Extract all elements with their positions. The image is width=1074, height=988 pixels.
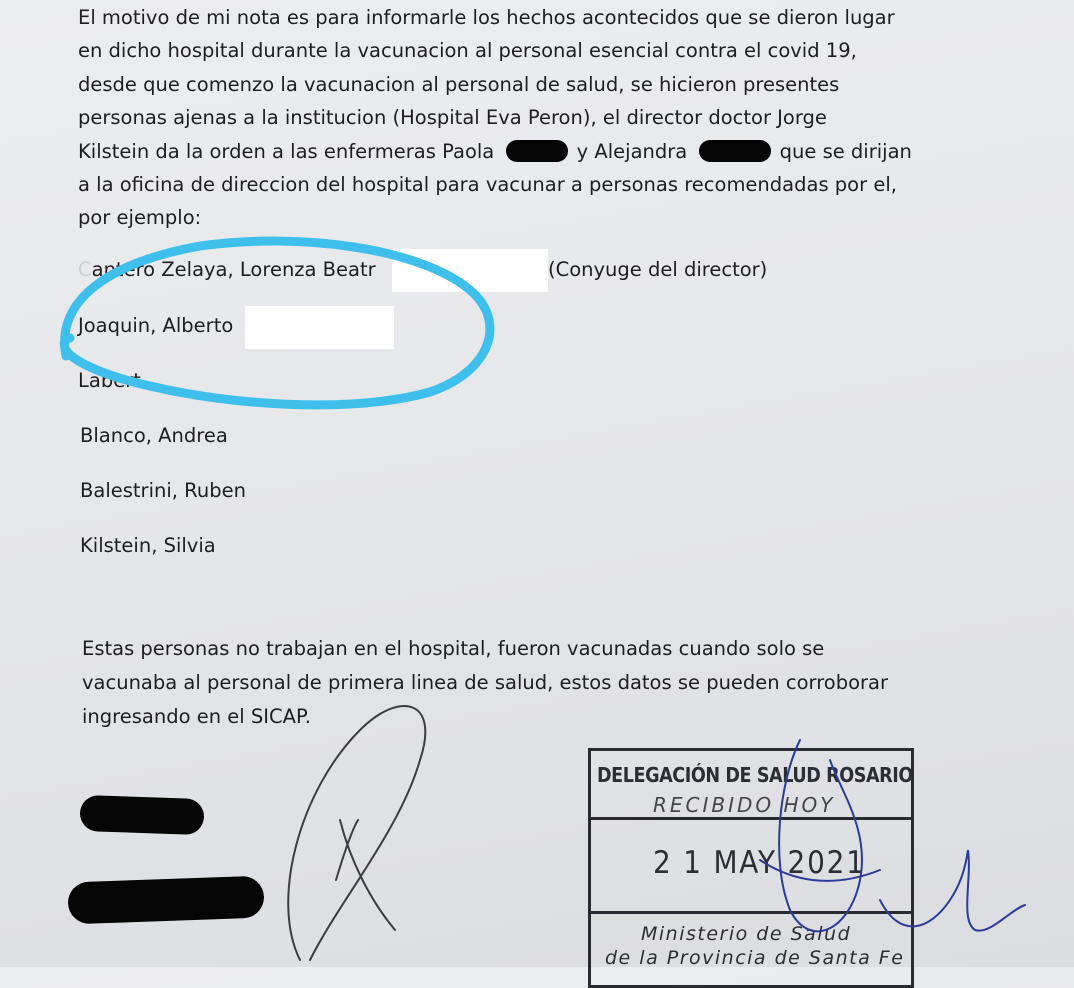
stamp-ministry: Ministerio de Salud [641, 923, 852, 945]
text-segment: que se dirijan [779, 139, 912, 163]
text-line: desde que comenzo la vacunacion al personal de salud, se hicieron presentes [78, 72, 840, 96]
text-segment: y Alejandra [576, 139, 688, 163]
name-entry-5: Balestrini, Ruben [80, 479, 246, 502]
name-entry-4: Blanco, Andrea [80, 424, 228, 447]
text-line: por ejemplo: [78, 206, 202, 230]
name-entry-6: Kilstein, Silvia [80, 534, 216, 557]
text-line: ingresando en el SICAP. [82, 705, 311, 728]
text-line: personas ajenas a la institucion (Hospital Eva Peron), el director doctor Jorge [78, 106, 827, 130]
name-entry-3: Labert [78, 369, 141, 391]
text-line: a la oficina de direccion del hospital para vacunar a personas recomendadas por el, [78, 173, 897, 197]
signature-right [760, 740, 1025, 931]
name-entry-2: Joaquin, Alberto [78, 314, 234, 337]
stamp-received: RECIBIDO HOY [653, 793, 836, 817]
stamp-title: DELEGACIÓN DE SALUD ROSARIO [597, 763, 913, 787]
name-first-letter: C [78, 258, 92, 281]
signature-left [288, 706, 425, 960]
stamp-date: 2 1 MAY 2021 [653, 845, 866, 881]
stamp-province: de la Provincia de Santa Fe [605, 947, 905, 969]
text-line: en dicho hospital durante la vacunacion al personal esencial contra el covid 19, [78, 39, 857, 63]
highlight-circle [64, 241, 490, 405]
text-segment: Kilstein da la orden a las enfermeras Paola [78, 139, 495, 163]
name-text: antero Zelaya, Lorenza Beatr [91, 258, 376, 281]
spouse-note: (Conyuge del director) [548, 258, 768, 281]
text-line: Estas personas no trabajan en el hospital, fueron vacunadas cuando solo se [82, 637, 825, 660]
text-line: vacunaba al personal de primera linea de salud, estos datos se pueden corroborar [82, 671, 889, 694]
text-line: El motivo de mi nota es para informarle los hechos acontecidos que se dieron lugar [78, 6, 895, 29]
